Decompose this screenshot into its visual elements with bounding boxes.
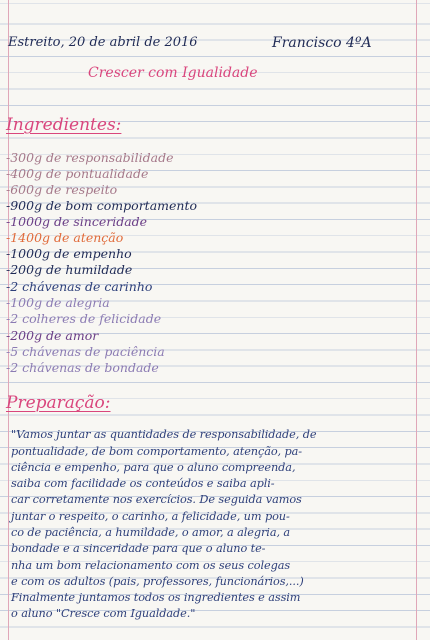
preparation-line: co de paciência, a humildade, o amor, a alegria, a	[11, 526, 291, 539]
preparation-line: juntar o respeito, o carinho, a felicidade, um pou-	[11, 510, 290, 523]
ingredient-item: -1000g de empenho	[6, 246, 132, 261]
ingredient-item: -400g de pontualidade	[6, 166, 149, 181]
ingredient-item: -200g de amor	[6, 328, 99, 343]
ingredients-heading: Ingredientes:	[6, 115, 122, 135]
preparation-line: saiba com facilidade os conteúdos e saiba apli-	[11, 477, 275, 490]
ingredient-item: -600g de respeito	[6, 182, 118, 197]
ingredient-item: -1400g de atenção	[6, 230, 124, 245]
preparation-line: car corretamente nos exercícios. De seguida vamos	[11, 493, 302, 506]
preparation-line: "Vamos juntar as quantidades de responsabilidade, de	[11, 428, 317, 441]
preparation-line: e com os adultos (pais, professores, funcionários,...)	[11, 575, 304, 588]
ingredient-item: -100g de alegria	[6, 295, 110, 310]
preparation-line: o aluno "Cresce com Igualdade."	[11, 607, 196, 620]
preparation-line: pontualidade, de bom comportamento, atenção, pa-	[11, 445, 303, 458]
ingredient-item: -5 chávenas de paciência	[6, 344, 165, 359]
header-date: Estreito, 20 de abril de 2016	[8, 35, 198, 50]
preparation-line: Finalmente juntamos todos os ingredientes e assim	[11, 591, 301, 604]
page-title: Crescer com Igualidade	[88, 65, 258, 81]
ingredient-item: -900g de bom comportamento	[6, 198, 197, 213]
right-margin-line	[416, 0, 417, 640]
preparation-heading: Preparação:	[6, 393, 111, 413]
ingredient-item: -300g de responsabilidade	[6, 150, 174, 165]
ingredient-item: -2 chávenas de bondade	[6, 360, 159, 375]
ingredient-item: -2 colheres de felicidade	[6, 311, 162, 326]
preparation-line: ciência e empenho, para que o aluno compreenda,	[11, 461, 296, 474]
ingredient-item: -1000g de sinceridade	[6, 214, 148, 229]
ingredient-item: -2 chávenas de carinho	[6, 279, 153, 294]
header-name: Francisco 4ºA	[272, 35, 372, 51]
preparation-line: bondade e a sinceridade para que o aluno te-	[11, 542, 266, 555]
ingredient-item: -200g de humildade	[6, 262, 133, 277]
preparation-line: nha um bom relacionamento com os seus colegas	[11, 559, 291, 572]
